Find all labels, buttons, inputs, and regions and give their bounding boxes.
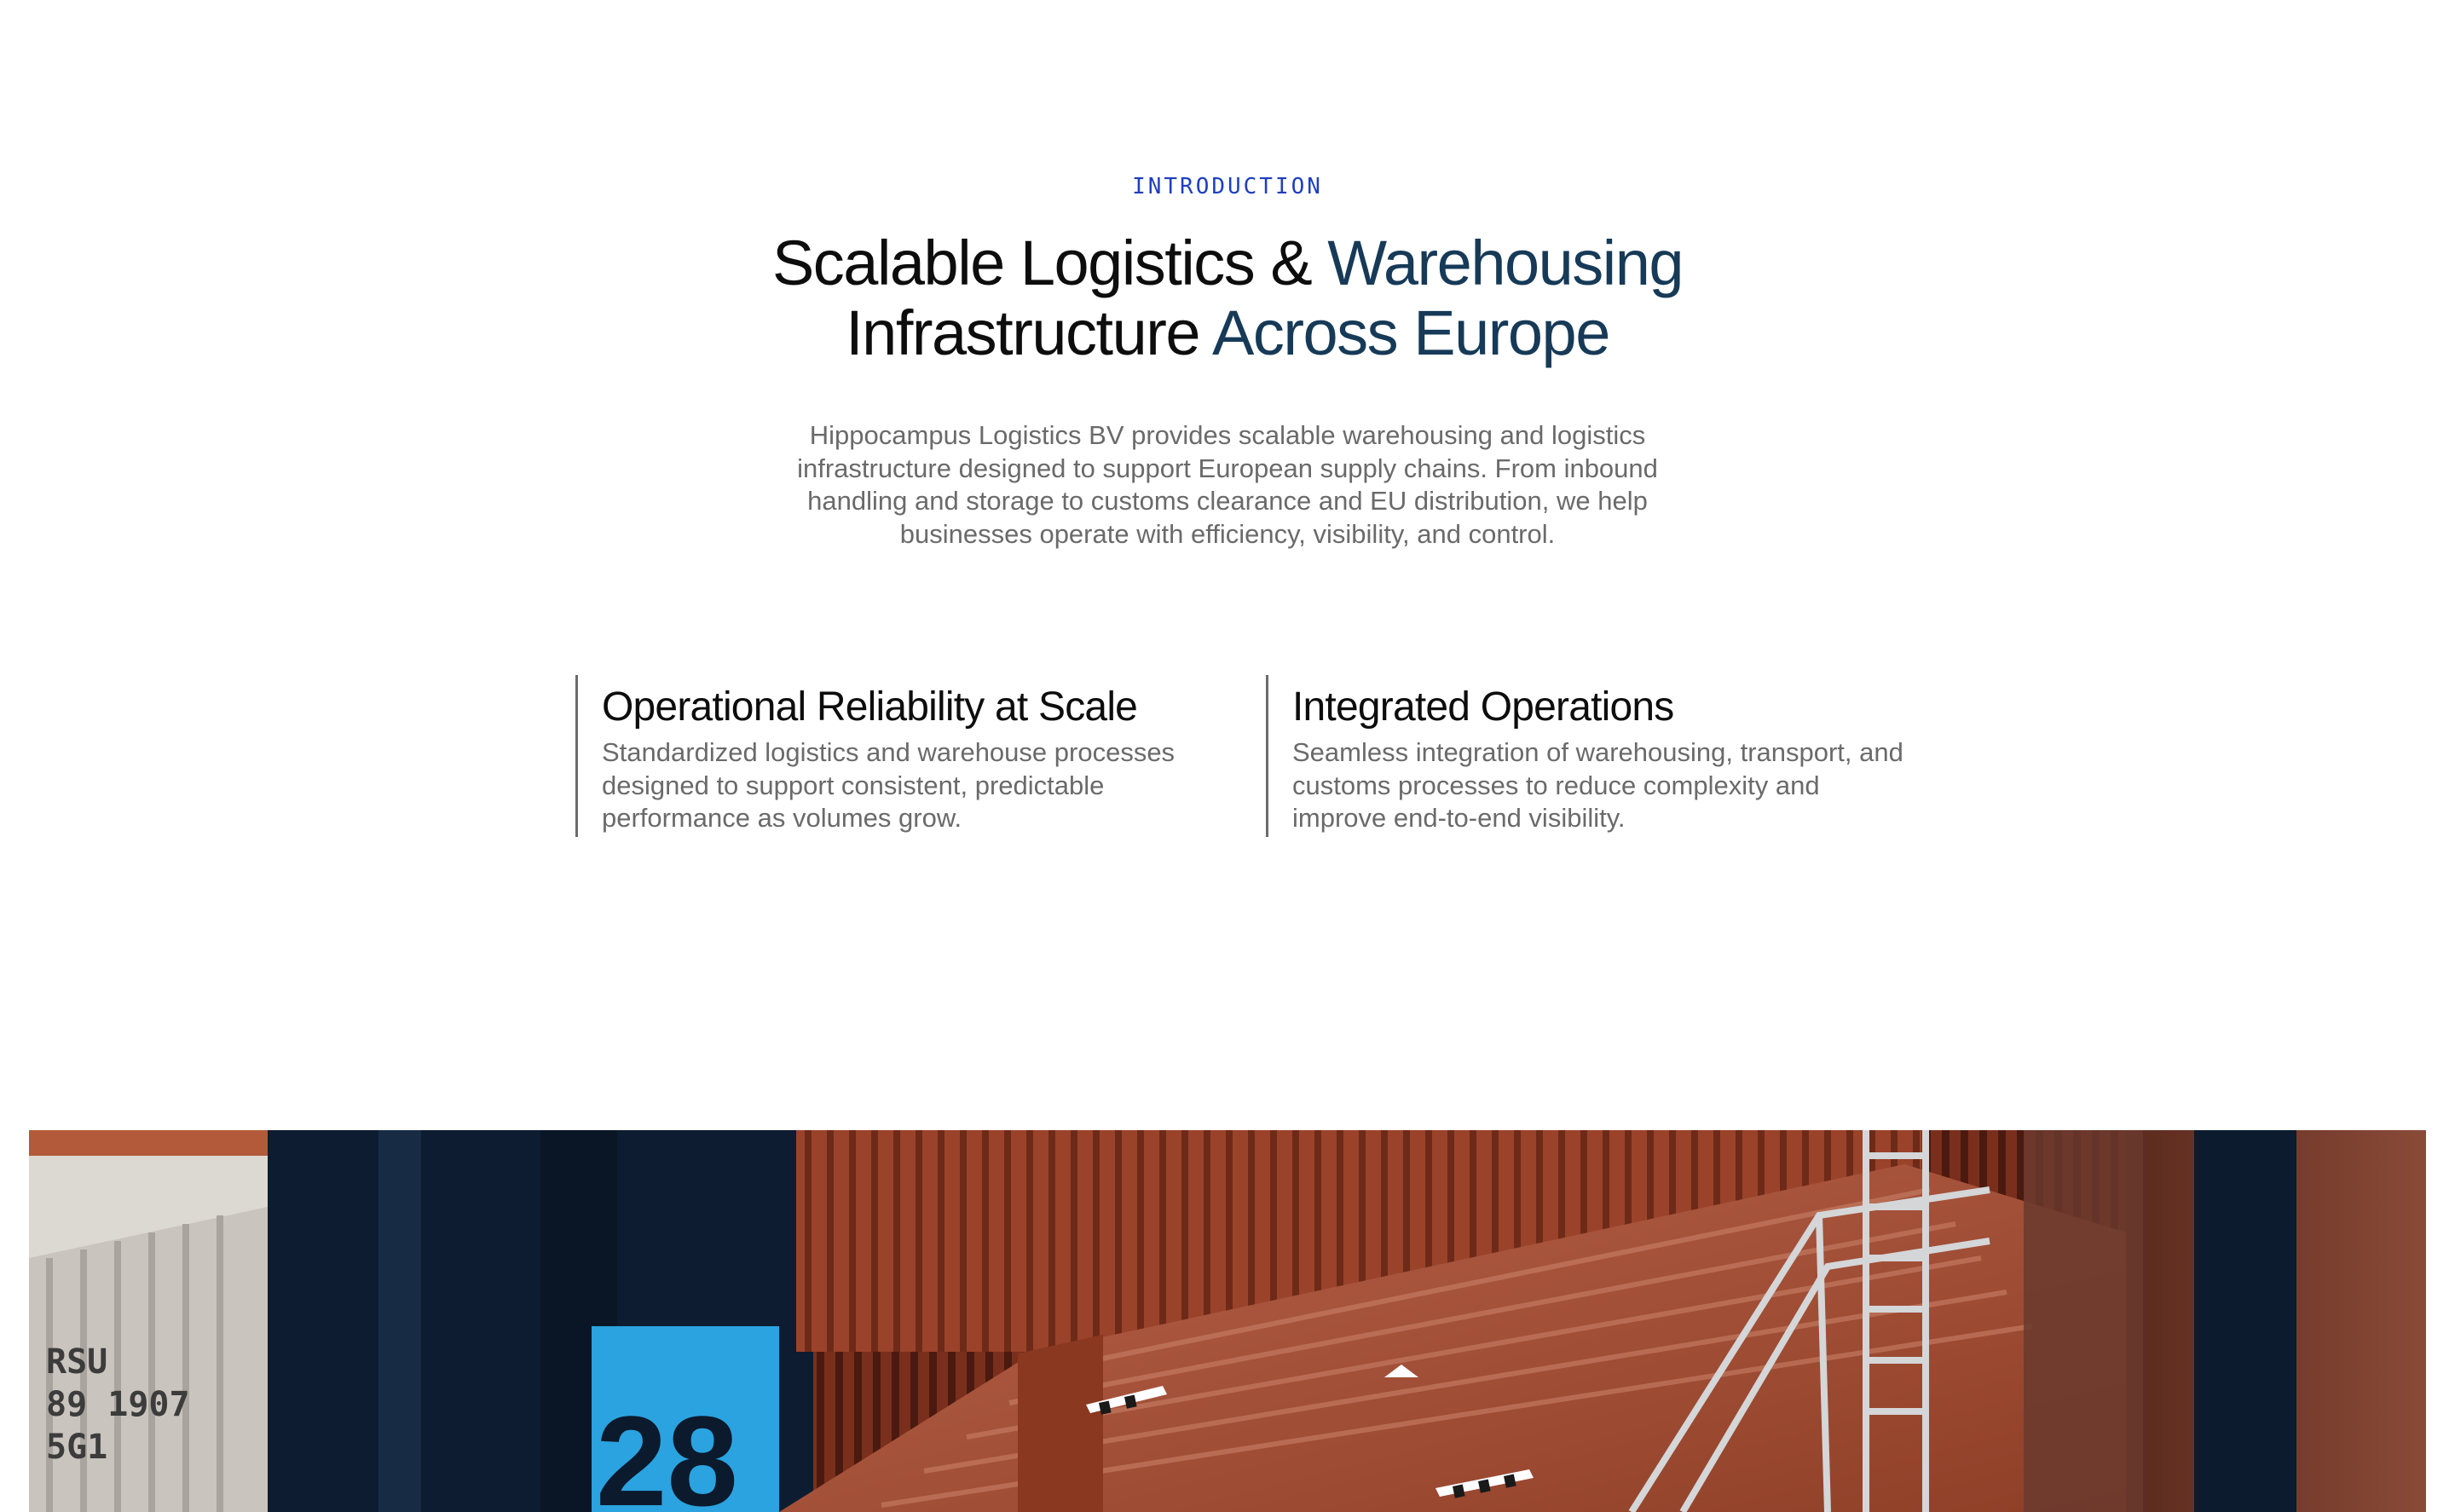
stencil-line-3: 5G1 bbox=[46, 1428, 108, 1467]
shipping-containers-photo bbox=[29, 1130, 2426, 1512]
intro-description: Hippocampus Logistics BV provides scalable warehousing and logistics infrastructure designed to support European supply chains. From inbound handling and storage to customs clearance and EU distribution, we help businesses operate with efficiency, visibility, and control. bbox=[797, 420, 1658, 549]
feature-description: Standardized logistics and warehouse processes designed to support consistent, predictable performance as volumes grow. bbox=[602, 737, 1176, 833]
feature-title: Operational Reliability at Scale bbox=[602, 684, 1138, 730]
headline-accent-1: Warehousing bbox=[1327, 228, 1684, 298]
grey-container bbox=[29, 1130, 268, 1512]
feature-description: Seamless integration of warehousing, transport, and customs processes to reduce complexity and improve end-to-end visibility. bbox=[1292, 737, 1903, 833]
feature-integrated-operations bbox=[1266, 675, 1914, 837]
section-eyebrow: INTRODUCTION bbox=[1132, 174, 1323, 199]
page-headline bbox=[0, 228, 2455, 368]
feature-operational-reliability bbox=[575, 675, 1206, 837]
stencil-line-1: RSU bbox=[46, 1342, 108, 1382]
navy-container bbox=[268, 1130, 813, 1512]
photo-illustration bbox=[29, 1130, 2426, 1512]
feature-title: Integrated Operations bbox=[1292, 684, 1674, 730]
container-number: 28 bbox=[596, 1389, 738, 1512]
stencil-line-2: 89 1907 bbox=[46, 1385, 190, 1424]
headline-accent-2: Across Europe bbox=[1212, 297, 1609, 368]
headline-part-3: Infrastructure bbox=[846, 297, 1213, 368]
headline-part-1: Scalable Logistics & bbox=[771, 228, 1328, 298]
